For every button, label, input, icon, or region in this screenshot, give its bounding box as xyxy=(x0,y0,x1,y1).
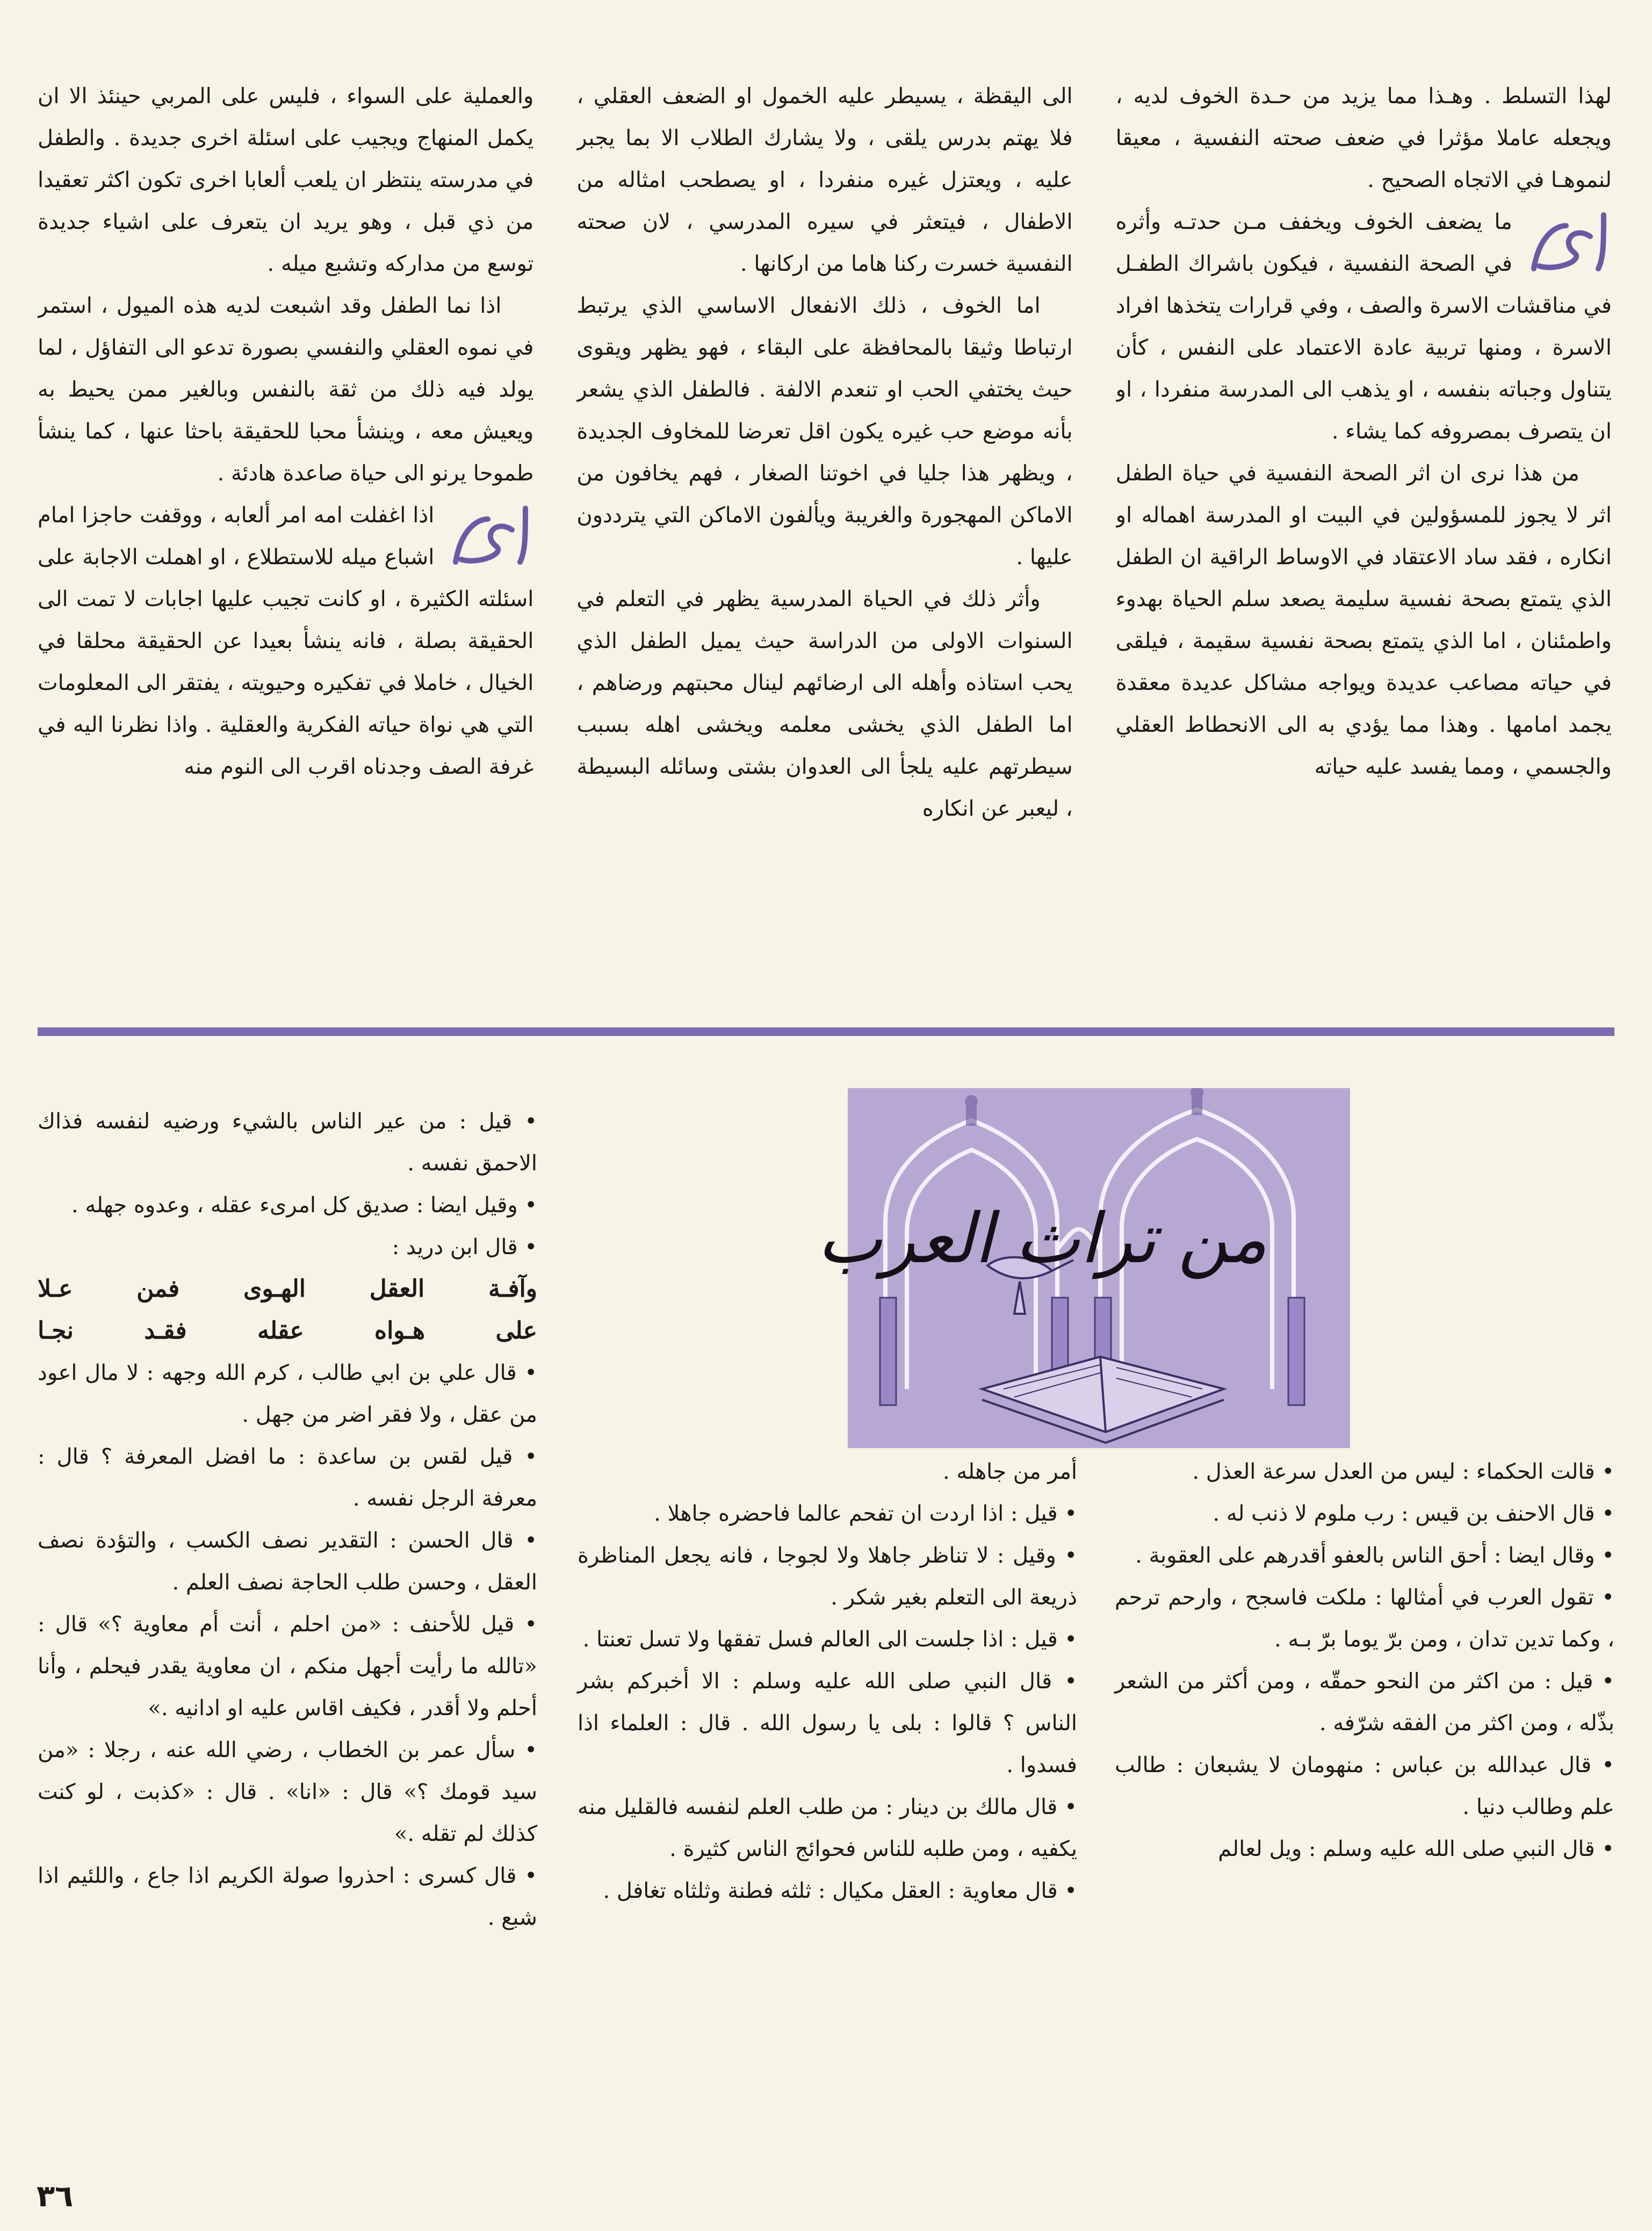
article-column-right xyxy=(38,75,533,999)
sayings-column-left xyxy=(38,1100,537,2143)
paragraph: من هذا نرى ان اثر الصحة النفسية في حياة الطفل اثر لا يجوز للمسؤولين في البيت او المدرسة اهماله او انكاره ، فقد ساد الاعتقاد في الاوساط الراقية ان الطفل الذي يتمتع بصحة نفسية سليمة يصعد سلم الحياة بهدوء واطمئنان ، اما الذي يتمتع بصحة نفسية سقيمة ، فيلقى في حياته مصاعب عديدة ويواجه مشاكل عديدة معقدة يجمد امامها . وهذا مما يؤدي به الى الانحطاط العقلي والجسمي ، ومما يفسد عليه حياته xyxy=(1115,461,1612,779)
saying-item: • قيل لقس بن ساعدة : ما افضل المعرفة ؟ قال : معرفة الرجل نفسه . xyxy=(38,1444,537,1511)
saying-item: • قيل : من عير الناس بالشيء ورضيه لنفسه فذاك الاحمق نفسه . xyxy=(38,1109,538,1176)
sayings-column-middle xyxy=(578,1451,1077,2144)
paragraph: وأثر ذلك في الحياة المدرسية يظهر في التعلم في السنوات الاولى من الدراسة حيث يميل الطفل الذي يحب استاذه وأهله الى ارضائهم لينال محبتهم ورضاهم ، اما الطفل الذي يخشى معلمه ويخشى اهله بسبب سيطرتهم عليه يلجأ الى العدوان بشتى وسائله البسيطة ، ليعبر عن انكاره xyxy=(576,587,1073,821)
drop-cap-word xyxy=(445,498,533,578)
saying-item: • وقيل : لا تناظر جاهلا ولا لجوجا ، فانه يجعل المناظرة ذريعة الى التعلم بغير شكر . xyxy=(578,1543,1077,1610)
paragraph: الى اليقظة ، يسيطر عليه الخمول او الضعف العقلي ، فلا يهتم بدرس يلقى ، ولا يشارك الطلاب الا بما يجبر عليه ، ويعتزل غيره منفردا ، او يصطحب امثاله من الاطفال ، فيتعثر في سيره المدرسي ، لان صحته النفسية خسرت ركنا هاما من اركانها . xyxy=(576,84,1073,276)
saying-item: • قال كسرى : احذروا صولة الكريم اذا جاع ، واللئيم اذا شبع . xyxy=(38,1863,537,1930)
paragraph xyxy=(1116,201,1612,452)
saying-item: • قيل : اذا جلست الى العالم فسل تفقها ولا تسل تعنتا . xyxy=(582,1627,1077,1652)
saying-item: أمر من جاهله . xyxy=(942,1459,1077,1484)
saying-item: • قال علي بن ابي طالب ، كرم الله وجهه : لا مال اعود من عقل ، ولا فقر اضر من جهل . xyxy=(38,1361,537,1427)
saying-item: • قال معاوية : العقل مكيال : ثلثه فطنة وثلثاه تغافل . xyxy=(603,1879,1077,1903)
poem-line: على هـواه عقله فقـد نجـا xyxy=(38,1317,537,1344)
saying-item: • قال النبي صلى الله عليه وسلم : الا أخبركم بشر الناس ؟ قالوا : بلى يا رسول الله . قال : العلماء اذا فسدوا . xyxy=(578,1669,1077,1777)
article-column-left xyxy=(1116,75,1612,999)
poem-line: وآفـة العقل الهـوى فمن عـلا xyxy=(38,1275,537,1302)
sayings-column-right xyxy=(1115,1451,1614,2144)
saying-item: • قيل للأحنف : «من احلم ، أنت أم معاوية ؟» قال : «تالله ما رأيت أجهل منكم ، ان معاوية يقدر فيحلم ، وأنا أحلم ولا أقدر ، فكيف اقاس عليه او ادانيه .» xyxy=(38,1612,537,1721)
paragraph: اذا نما الطفل وقد اشبعت لديه هذه الميول ، استمر في نموه العقلي والنفسي بصورة تدعو الى التفاؤل ، لما يولد فيه ذلك من ثقة بالنفس وبالغير ممن يحيط به ويعيش معه ، وينشأ محبا للحقيقة باحثا عنها ، كما ينشأ طموحا يرنو الى حياة صاعدة هادئة . xyxy=(38,293,534,486)
paragraph: اما الخوف ، ذلك الانفعال الاساسي الذي يرتبط ارتباطا وثيقا بالمحافظة على البقاء ، فهو يظهر ويقوى حيث يختفي الحب او تنعدم الالفة . فالطفل الذي يشعر بأنه موضع حب غيره يكون اقل تعرضا للمخاوف الجديدة ، ويظهر هذا جليا في اخوتنا الصغار ، فهم يخافون من الاماكن المهجورة والغريبة ويألفون الاماكن التي يترددون عليها . xyxy=(576,293,1073,570)
saying-item: • قيل : اذا اردت ان تفحم عالما فاحضره جاهلا . xyxy=(654,1501,1077,1526)
saying-item: • وقيل ايضا : صديق كل امرىء عقله ، وعدوه جهله . xyxy=(71,1193,537,1218)
saying-item: • قال الحسن : التقدير نصف الكسب ، والتؤدة نصف العقل ، وحسن طلب الحاجة نصف العلم . xyxy=(38,1528,537,1595)
calligraphy-ama-icon xyxy=(1523,204,1612,285)
saying-item: • قال ابن دريد : xyxy=(392,1235,537,1260)
saying-item: • تقول العرب في أمثالها : ملكت فاسجح ، وارحم ترحم ، وكما تدين تدان ، ومن برّ يوما برّ بـه . xyxy=(1115,1585,1614,1652)
paragraph-text: ما يضعف الخوف ويخفف مـن حدتـه وأثره في الصحة النفسية ، فيكون باشراك الطفـل في مناقشات الاسرة والصف ، وفي قرارات يتخذها افراد الاسرة ، ومنها تربية عادة الاعتماد على النفس ، كأن يتناول وجباته بنفسه ، او يذهب الى المدرسة منفردا ، او ان يتصرف بمصروفه كما يشاء . xyxy=(1115,210,1612,444)
saying-item: • قالت الحكماء : ليس من العدل سرعة العذل . xyxy=(1192,1459,1614,1484)
paragraph: لهذا التسلط . وهـذا مما يزيد من حـدة الخوف لديه ، ويجعله عاملا مؤثرا في ضعف صحته النفسية ، معيقا لنموهـا في الاتجاه الصحيح . xyxy=(1115,84,1612,192)
paragraph xyxy=(38,494,533,788)
paragraph-text: اذا اغفلت امه امر ألعابه ، ووقفت حاجزا امام اشباع ميله للاستطلاع ، او اهملت الاجابة على اسئلته الكثيرة ، او كانت تجيب عليها اجابات لا تمت الى الحقيقة بصلة ، فانه ينشأ بعيدا عن الحقيقة محلقا في الخيال ، خاملا في تفكيره وحيويته ، يفتقر الى المعلومات التي هي نواة حياته الفكرية والعقلية . واذا نظرنا اليه في غرفة الصف وجدناه اقرب الى النوم منه xyxy=(38,503,534,779)
saying-item: • وقال ايضا : أحق الناس بالعفو أقدرهم على العقوبة . xyxy=(1135,1543,1614,1568)
calligraphy-ama-icon xyxy=(445,498,533,578)
saying-item: • قال عبدالله بن عباس : منهومان لا يشبعان : طالب علم وطالب دنيا . xyxy=(1115,1753,1614,1819)
saying-item: • قال مالك بن دينار : من طلب العلم لنفسه فالقليل منه يكفيه ، ومن طلبه للناس فحوائج الناس كثيرة . xyxy=(578,1795,1077,1861)
saying-item: • قيل : من اكثر من النحو حمقّه ، ومن أكثر من الشعر بذّله ، ومن اكثر من الفقه شرّفه . xyxy=(1115,1669,1614,1736)
saying-item: • قال النبي صلى الله عليه وسلم : ويل لعالم xyxy=(1218,1837,1614,1861)
section-title: من تراث العرب xyxy=(817,1198,1267,1279)
drop-cap-word xyxy=(1523,204,1612,285)
saying-item: • قال الاحنف بن قيس : رب ملوم لا ذنب له . xyxy=(1213,1501,1614,1526)
section-divider xyxy=(38,1027,1614,1036)
paragraph: والعملية على السواء ، فليس على المربي حينئذ الا ان يكمل المنهاج ويجيب على اسئلة اخرى جديدة . والطفل في مدرسته ينتظر ان يلعب ألعابا اخرى تكون اكثر تعقيدا من ذي قبل ، وهو يريد ان يتعرف على اشياء جديدة توسع من مداركه وتشبع ميله . xyxy=(38,84,534,276)
article-column-middle xyxy=(576,75,1072,999)
page-number: ٣٦ xyxy=(37,2179,74,2214)
article xyxy=(38,75,1612,999)
saying-item: • سأل عمر بن الخطاب ، رضي الله عنه ، رجلا : «من سيد قومك ؟» قال : «انا» . قال : «كذبت ، لو كنت كذلك لم تقله .» xyxy=(38,1738,537,1846)
